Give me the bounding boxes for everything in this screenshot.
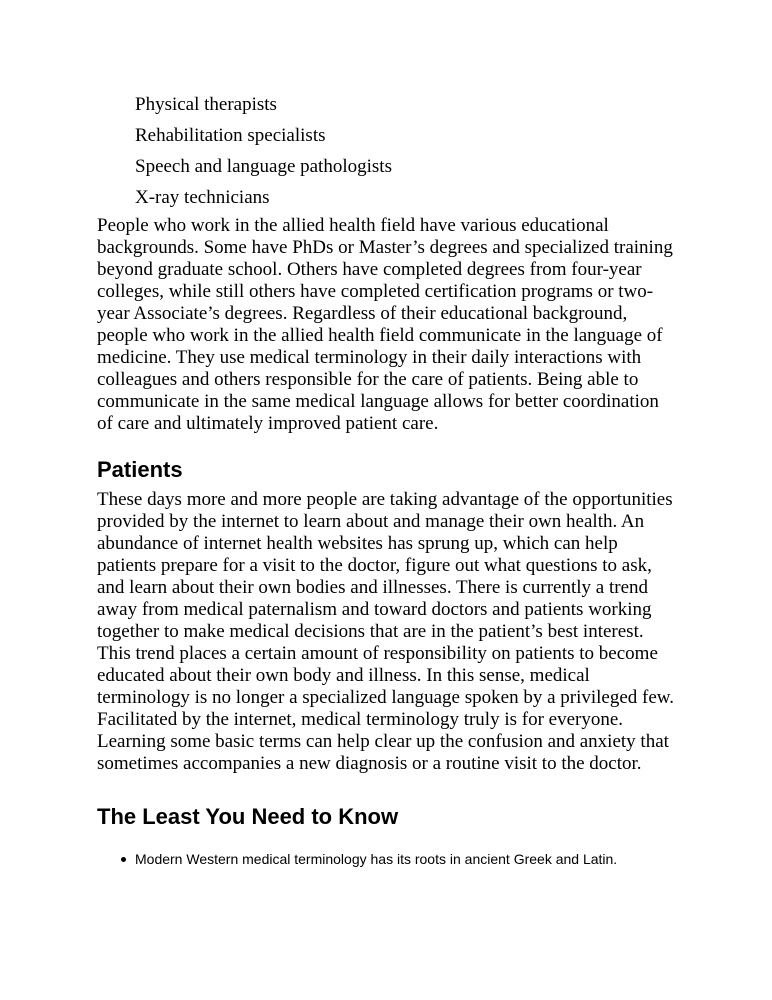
paragraph-line: terminology is no longer a specialized language spoken by a privileged few.	[97, 687, 675, 708]
paragraph-line: medicine. They use medical terminology in their daily interactions with	[97, 347, 642, 368]
paragraph-line: colleges, while still others have completed certification programs or two-	[97, 281, 654, 302]
list-item: X-ray technicians	[135, 187, 270, 208]
bullet-text: Modern Western medical terminology has its roots in ancient Greek and Latin.	[135, 851, 618, 867]
paragraph-line: Learning some basic terms can help clear up the confusion and anxiety that	[97, 731, 669, 752]
section-heading-least-you-need-to-know: The Least You Need to Know	[97, 804, 399, 829]
list-item: Physical therapists	[135, 94, 277, 115]
paragraph-line: These days more and more people are taking advantage of the opportunities	[97, 489, 673, 510]
paragraph-line: communicate in the same medical language allows for better coordination	[97, 391, 659, 412]
paragraph-line: and learn about their own bodies and illnesses. There is currently a trend	[97, 577, 649, 598]
paragraph-line: patients prepare for a visit to the doctor, figure out what questions to ask,	[97, 555, 652, 576]
paragraph-line: educated about their own body and illness. In this sense, medical	[97, 665, 590, 686]
list-item: Rehabilitation specialists	[135, 125, 326, 146]
patients-paragraph	[97, 489, 697, 775]
paragraph-line: colleagues and others responsible for the care of patients. Being able to	[97, 369, 639, 390]
paragraph-line: together to make medical decisions that are in the patient’s best interest.	[97, 621, 644, 642]
paragraph-line: People who work in the allied health field have various educational	[97, 215, 609, 236]
bullet-item	[135, 849, 617, 869]
summary-bullet-list	[135, 849, 617, 869]
paragraph-line: Facilitated by the internet, medical terminology truly is for everyone.	[97, 709, 624, 730]
paragraph-line: backgrounds. Some have PhDs or Master’s degrees and specialized training	[97, 237, 673, 258]
paragraph-line: provided by the internet to learn about and manage their own health. An	[97, 511, 645, 532]
paragraph-line: sometimes accompanies a new diagnosis or a routine visit to the doctor.	[97, 753, 642, 774]
allied-health-paragraph	[97, 215, 697, 435]
section-heading-patients: Patients	[97, 457, 183, 482]
paragraph-line: people who work in the allied health field communicate in the language of	[97, 325, 663, 346]
paragraph-line: away from medical paternalism and toward doctors and patients working	[97, 599, 652, 620]
list-item: Speech and language pathologists	[135, 156, 392, 177]
paragraph-line: This trend places a certain amount of responsibility on patients to become	[97, 643, 658, 664]
paragraph-line: beyond graduate school. Others have completed degrees from four-year	[97, 259, 642, 280]
paragraph-line: abundance of internet health websites has sprung up, which can help	[97, 533, 618, 554]
paragraph-line: of care and ultimately improved patient care.	[97, 413, 439, 434]
allied-health-occupation-list	[135, 89, 392, 213]
bullet-icon	[121, 857, 126, 862]
paragraph-line: year Associate’s degrees. Regardless of their educational background,	[97, 303, 628, 324]
